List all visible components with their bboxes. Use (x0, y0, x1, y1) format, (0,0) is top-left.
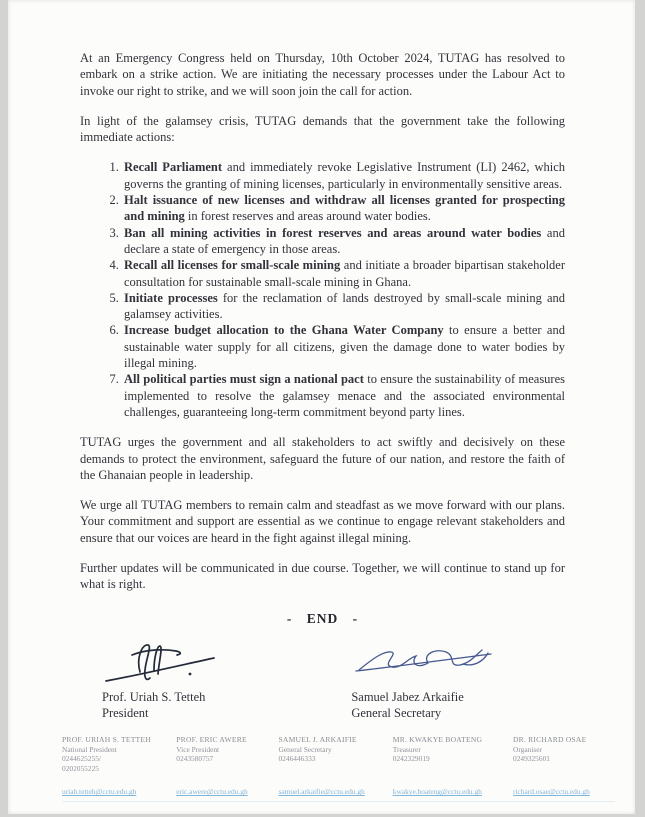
intro-paragraph-1: At an Emergency Congress held on Thursday, 10th October 2024, TUTAG has resolved to embark on a strike action. We are initiating the necessary processes under the Labour Act to invoke our right to strike, and we will soon join the call for action. (80, 51, 565, 98)
demand-lead: All political parties must sign a national pact (124, 372, 364, 387)
contact-email-link[interactable]: kwakye.boateng@cctu.edu.gh (392, 787, 482, 797)
president-signature-icon (102, 637, 351, 689)
demand-rest: and declare a state of emergency in those areas. (124, 225, 565, 256)
demand-item (122, 159, 565, 192)
letter-body (80, 50, 565, 721)
contact-name: SAMUEL J. ARKAIFIE (278, 735, 357, 744)
demand-rest: to ensure a better and sustainable water supply for all citizens, given the damage done to water bodies by illegal mining. (124, 323, 565, 371)
demand-lead: Recall all licenses for small-scale mining (124, 258, 341, 273)
footer-contact-tetteh (62, 735, 174, 797)
footer-contact-awere (176, 735, 276, 797)
contact-name: PROF. ERIC AWERE (176, 735, 247, 744)
contact-role: Treasurer (392, 744, 421, 754)
general-secretary-title: General Secretary (351, 705, 442, 720)
document-page (8, 0, 635, 814)
footer-contact-arkaifie (279, 735, 391, 797)
contact-phone: 0244625255/ (62, 754, 102, 764)
contact-phone: 0243580757 (176, 754, 214, 764)
contact-phone: 0202055225 (62, 763, 99, 773)
demand-rest: and immediately revoke Legislative Instrument (LI) 2462, which governs the granting of mining licenses, particularly in environmentally sensitive areas. (124, 160, 566, 191)
signatory-general-secretary (351, 637, 565, 721)
contact-email-link[interactable]: uriah.tetteh@cctu.edu.gh (62, 787, 137, 797)
demand-item (122, 322, 565, 371)
demands-list (80, 159, 565, 420)
demand-lead: Ban all mining activities in forest reserves and areas around water bodies (124, 225, 542, 240)
demand-item (122, 225, 565, 258)
demand-item (122, 371, 565, 420)
general-secretary-signature-icon (351, 637, 565, 689)
demand-rest: to ensure the sustainability of measures implemented to resolve the galamsey menace and the associated environmental challenges, guaranteeing long-term commitment beyond party lines. (124, 372, 566, 419)
contact-name: PROF. URIAH S. TETTEH (62, 735, 151, 744)
demand-item (122, 192, 565, 225)
contact-role: Organiser (513, 744, 543, 754)
demand-item (122, 290, 565, 323)
contact-name: DR. RICHARD OSAE (513, 735, 587, 744)
contact-role: Vice President (176, 744, 220, 754)
demand-lead: Halt issuance of new licenses and withdraw all licenses granted for prospecting and mining (124, 193, 565, 224)
contact-role: National President (62, 744, 117, 754)
footer-contacts (62, 735, 615, 802)
footer-contact-osae (513, 735, 615, 797)
closing-paragraph-2: We urge all TUTAG members to remain calm and steadfast as we move forward with our plans. Your commitment and support are essential as we continue to engage relevant stakeholders and ensure that our voices are heard in the fight against illegal mining. (80, 498, 565, 545)
president-name: Prof. Uriah S. Tetteh (102, 689, 206, 704)
footer-contact-boateng (393, 735, 511, 797)
demand-rest: in forest reserves and areas around water bodies. (184, 209, 431, 224)
demand-lead: Recall Parliament (124, 160, 223, 175)
closing-paragraph-3: Further updates will be communicated in due course. Together, we will continue to stand up for what is right. (80, 561, 565, 592)
signature-section (80, 637, 565, 721)
end-marker: - END - (286, 610, 359, 626)
closing-paragraph-1: TUTAG urges the government and all stakeholders to act swiftly and decisively on these demands to protect the environment, safeguard the future of our nation, and restore the faith of the Ghanaian people in leadership. (80, 435, 565, 482)
contact-phone: 0242329019 (392, 754, 430, 764)
contact-phone: 0246446333 (278, 754, 316, 764)
contact-email-link[interactable]: richard.osae@cctu.edu.gh (513, 787, 590, 797)
signatory-president (102, 637, 351, 721)
contact-phone: 0249325601 (513, 754, 550, 764)
contact-email-link[interactable]: samuel.arkaifie@cctu.edu.gh (278, 787, 365, 797)
contact-role: General Secretary (278, 744, 332, 754)
president-title: President (102, 705, 149, 720)
demand-rest: for the reclamation of lands destroyed by small-scale mining and galamsey activities. (124, 290, 565, 322)
demand-item (122, 257, 565, 290)
contact-email-link[interactable]: eric.awere@cctu.edu.gh (176, 787, 248, 797)
intro-paragraph-2: In light of the galamsey crisis, TUTAG demands that the government take the following immediate actions: (80, 113, 565, 145)
contact-name: MR. KWAKYE BOATENG (392, 735, 483, 744)
demand-rest: and initiate a broader bipartisan stakeholder consultation for sustainable small-scale mining in Ghana. (124, 258, 565, 289)
demand-lead: Increase budget allocation to the Ghana Water Company (124, 323, 444, 338)
demand-lead: Initiate processes (124, 290, 218, 305)
general-secretary-name: Samuel Jabez Arkaifie (351, 689, 464, 704)
